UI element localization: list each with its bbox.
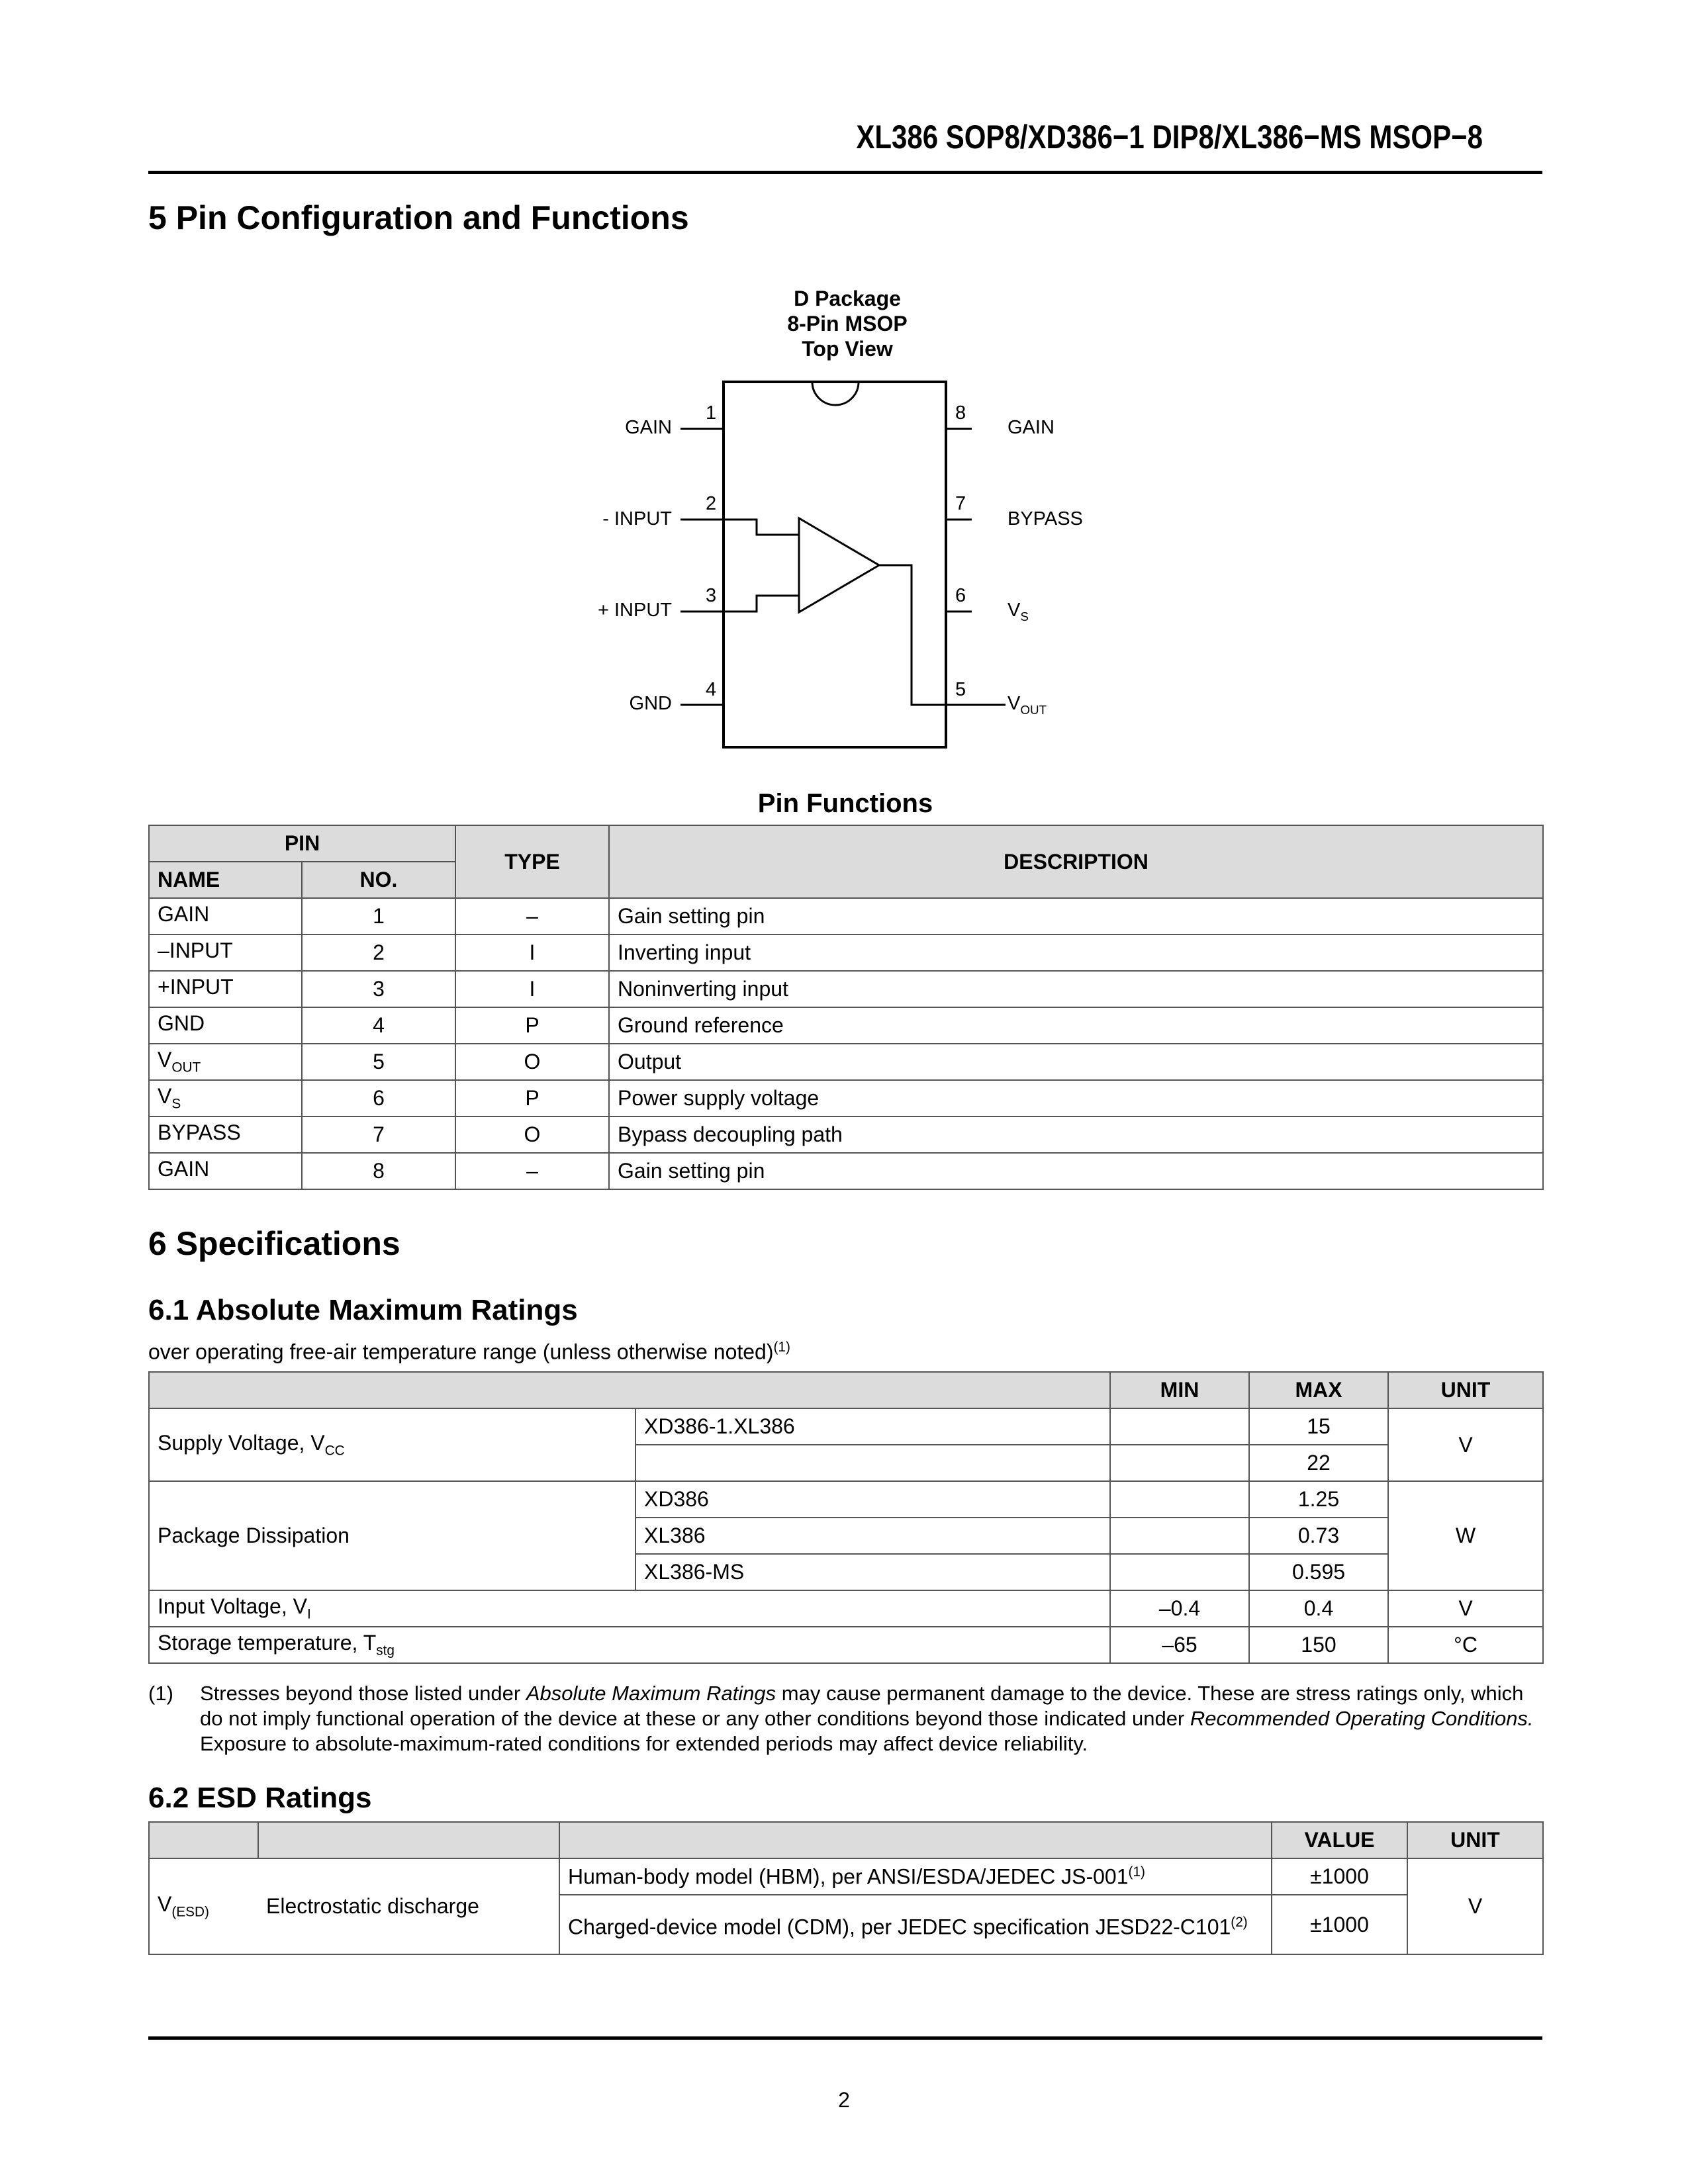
pin-type: P <box>455 1007 609 1044</box>
pin-description: Gain setting pin <box>609 898 1543 934</box>
absolute-maximum-ratings-table <box>148 1371 1544 1664</box>
pin-description: Inverting input <box>609 934 1543 971</box>
inverting-input-wire <box>724 520 799 535</box>
pin-label-vs: $V_S$ <box>1008 600 1029 623</box>
diagram-title-line: D Package <box>794 287 901 310</box>
pin-type: O <box>455 1116 609 1153</box>
package-dissipation-label: Package Dissipation <box>149 1481 635 1590</box>
pin-name: $V_S$ <box>149 1080 302 1116</box>
pin-number: 5 <box>955 679 966 700</box>
ratings-intro: over operating free-air temperature range (unless otherwise noted)$^{(1)}$ <box>148 1340 790 1364</box>
pin-functions-title: Pin Functions <box>757 789 933 818</box>
pin-number: 4 <box>302 1007 455 1044</box>
header-min: MIN <box>1110 1372 1249 1408</box>
table-row <box>149 1858 1543 1895</box>
noninverting-input-wire <box>724 596 799 612</box>
pin1-notch <box>812 382 859 405</box>
table-row <box>149 934 1543 971</box>
table-row <box>149 1153 1543 1189</box>
esd-ratings-table <box>148 1821 1544 1955</box>
pin-number: 3 <box>302 971 455 1007</box>
header-no: NO. <box>302 862 455 898</box>
pin-description: Power supply voltage <box>609 1080 1543 1116</box>
pin-name: –INPUT <box>149 934 302 971</box>
pin-name: +INPUT <box>149 971 302 1007</box>
min-value <box>1110 1518 1249 1554</box>
max-value: 0.73 <box>1249 1518 1388 1554</box>
max-value: 1.25 <box>1249 1481 1388 1518</box>
section-5-heading: 5 Pin Configuration and Functions <box>148 199 689 236</box>
hbm-description: Human-body model (HBM), per ANSI/ESDA/JEDEC JS-001$^{(1)}$ <box>559 1858 1272 1895</box>
max-value: 150 <box>1249 1627 1388 1663</box>
pin-label-bypass: BYPASS <box>1008 508 1083 529</box>
pin-number: 1 <box>302 898 455 934</box>
pin-name: GAIN <box>149 898 302 934</box>
header-blank <box>258 1822 559 1858</box>
esd-symbol: $V_{(ESD)}$ <box>149 1858 258 1954</box>
table-row <box>149 971 1543 1007</box>
esd-label: Electrostatic discharge <box>258 1858 559 1954</box>
table-row <box>149 1408 1543 1445</box>
condition <box>635 1445 1110 1481</box>
output-wire <box>879 565 946 705</box>
pin-name: BYPASS <box>149 1116 302 1153</box>
footnote-number: (1) <box>148 1682 173 1705</box>
footnote-text: Stresses beyond those listed under Absolute Maximum Ratings may cause permanent damage to the device. These are stress ratings only, which do not imply functional operation of the device at these or any other conditions beyond those indicated under Recommended Operating Conditions. Exposure to absolute-maximum-rated conditions for extended periods may affect device reliability. <box>200 1682 1534 1755</box>
supply-voltage-label: Supply Voltage, $V_{CC}$ <box>149 1408 635 1481</box>
table-row <box>149 1044 1543 1080</box>
header-blank <box>149 1372 1110 1408</box>
pin-functions-table <box>148 825 1544 1190</box>
table-row <box>149 1116 1543 1153</box>
diagram-title-line: 8-Pin MSOP <box>787 312 908 336</box>
header-pin: PIN <box>149 825 455 862</box>
pin-label-inverting-input: - INPUT <box>602 508 672 529</box>
condition: XD386-1.XL386 <box>635 1408 1110 1445</box>
header-value: VALUE <box>1272 1822 1407 1858</box>
pin-number: 3 <box>706 585 717 606</box>
header-description: DESCRIPTION <box>609 825 1543 898</box>
pin-number: 8 <box>302 1153 455 1189</box>
min-value <box>1110 1408 1249 1445</box>
max-value: 0.4 <box>1249 1590 1388 1627</box>
pin-number: 8 <box>955 402 966 424</box>
pin-label-gain: GAIN <box>625 417 672 438</box>
condition: XL386 <box>635 1518 1110 1554</box>
section-6-2-heading: 6.2 ESD Ratings <box>148 1782 372 1814</box>
table-row <box>149 1627 1543 1663</box>
document-header-title: XL386 SOP8/XD386−1 DIP8/XL386−MS MSOP−8 <box>856 118 1483 156</box>
ratings-footnote <box>148 1681 1542 1756</box>
storage-temperature-label: Storage temperature, $T_{stg}$ <box>149 1627 1110 1663</box>
min-value <box>1110 1554 1249 1590</box>
pin-type: I <box>455 971 609 1007</box>
header-blank <box>149 1822 258 1858</box>
op-amp-triangle <box>799 518 879 612</box>
cdm-description: Charged-device model (CDM), per JEDEC specification JESD22-C101$^{(2)}$ <box>559 1895 1272 1954</box>
header-type: TYPE <box>455 825 609 898</box>
pin-label-vout: $V_{OUT}$ <box>1008 693 1047 717</box>
table-row <box>149 1007 1543 1044</box>
header-unit: UNIT <box>1407 1822 1543 1858</box>
hbm-value: ±1000 <box>1272 1858 1407 1895</box>
pin-type: I <box>455 934 609 971</box>
min-value: –65 <box>1110 1627 1249 1663</box>
cdm-value: ±1000 <box>1272 1895 1407 1954</box>
min-value <box>1110 1445 1249 1481</box>
section-6-heading: 6 Specifications <box>148 1225 400 1262</box>
max-value: 0.595 <box>1249 1554 1388 1590</box>
footer-rule <box>148 2036 1542 2040</box>
pin-number: 1 <box>706 402 717 424</box>
header-name: NAME <box>149 862 302 898</box>
pin-description: Gain setting pin <box>609 1153 1543 1189</box>
pin-label-gnd: GND <box>629 693 672 714</box>
pin-description: Bypass decoupling path <box>609 1116 1543 1153</box>
pinout-diagram <box>0 0 1688 794</box>
pin-description: Noninverting input <box>609 971 1543 1007</box>
pin-type: – <box>455 1153 609 1189</box>
unit: V <box>1407 1858 1543 1954</box>
min-value <box>1110 1481 1249 1518</box>
max-value: 15 <box>1249 1408 1388 1445</box>
condition: XD386 <box>635 1481 1110 1518</box>
pin-number: 5 <box>302 1044 455 1080</box>
unit: V <box>1388 1408 1543 1481</box>
table-row <box>149 898 1543 934</box>
package-body <box>724 382 946 747</box>
max-value: 22 <box>1249 1445 1388 1481</box>
header-max: MAX <box>1249 1372 1388 1408</box>
pin-label-gain: GAIN <box>1008 417 1055 438</box>
pin-description: Output <box>609 1044 1543 1080</box>
unit: W <box>1388 1481 1543 1590</box>
min-value: –0.4 <box>1110 1590 1249 1627</box>
pin-number: 7 <box>955 493 966 514</box>
pin-type: O <box>455 1044 609 1080</box>
pin-type: P <box>455 1080 609 1116</box>
table-row <box>149 1080 1543 1116</box>
page-number: 2 <box>838 2088 850 2112</box>
pin-name: GND <box>149 1007 302 1044</box>
pin-number: 2 <box>706 493 717 514</box>
table-row <box>149 1590 1543 1627</box>
table-row <box>149 1481 1543 1518</box>
header-unit: UNIT <box>1388 1372 1543 1408</box>
unit: °C <box>1388 1627 1543 1663</box>
diagram-title-line: Top View <box>802 337 893 361</box>
pin-name: $V_{OUT}$ <box>149 1044 302 1080</box>
pin-number: 6 <box>302 1080 455 1116</box>
input-voltage-label: Input Voltage, $V_I$ <box>149 1590 1110 1627</box>
section-6-1-heading: 6.1 Absolute Maximum Ratings <box>148 1294 578 1326</box>
pin-number: 6 <box>955 585 966 606</box>
pin-number: 4 <box>706 679 717 700</box>
condition: XL386-MS <box>635 1554 1110 1590</box>
pin-name: GAIN <box>149 1153 302 1189</box>
unit: V <box>1388 1590 1543 1627</box>
pin-number: 2 <box>302 934 455 971</box>
pin-description: Ground reference <box>609 1007 1543 1044</box>
pin-number: 7 <box>302 1116 455 1153</box>
pin-label-noninverting-input: + INPUT <box>598 600 672 621</box>
header-blank <box>559 1822 1272 1858</box>
pin-type: – <box>455 898 609 934</box>
